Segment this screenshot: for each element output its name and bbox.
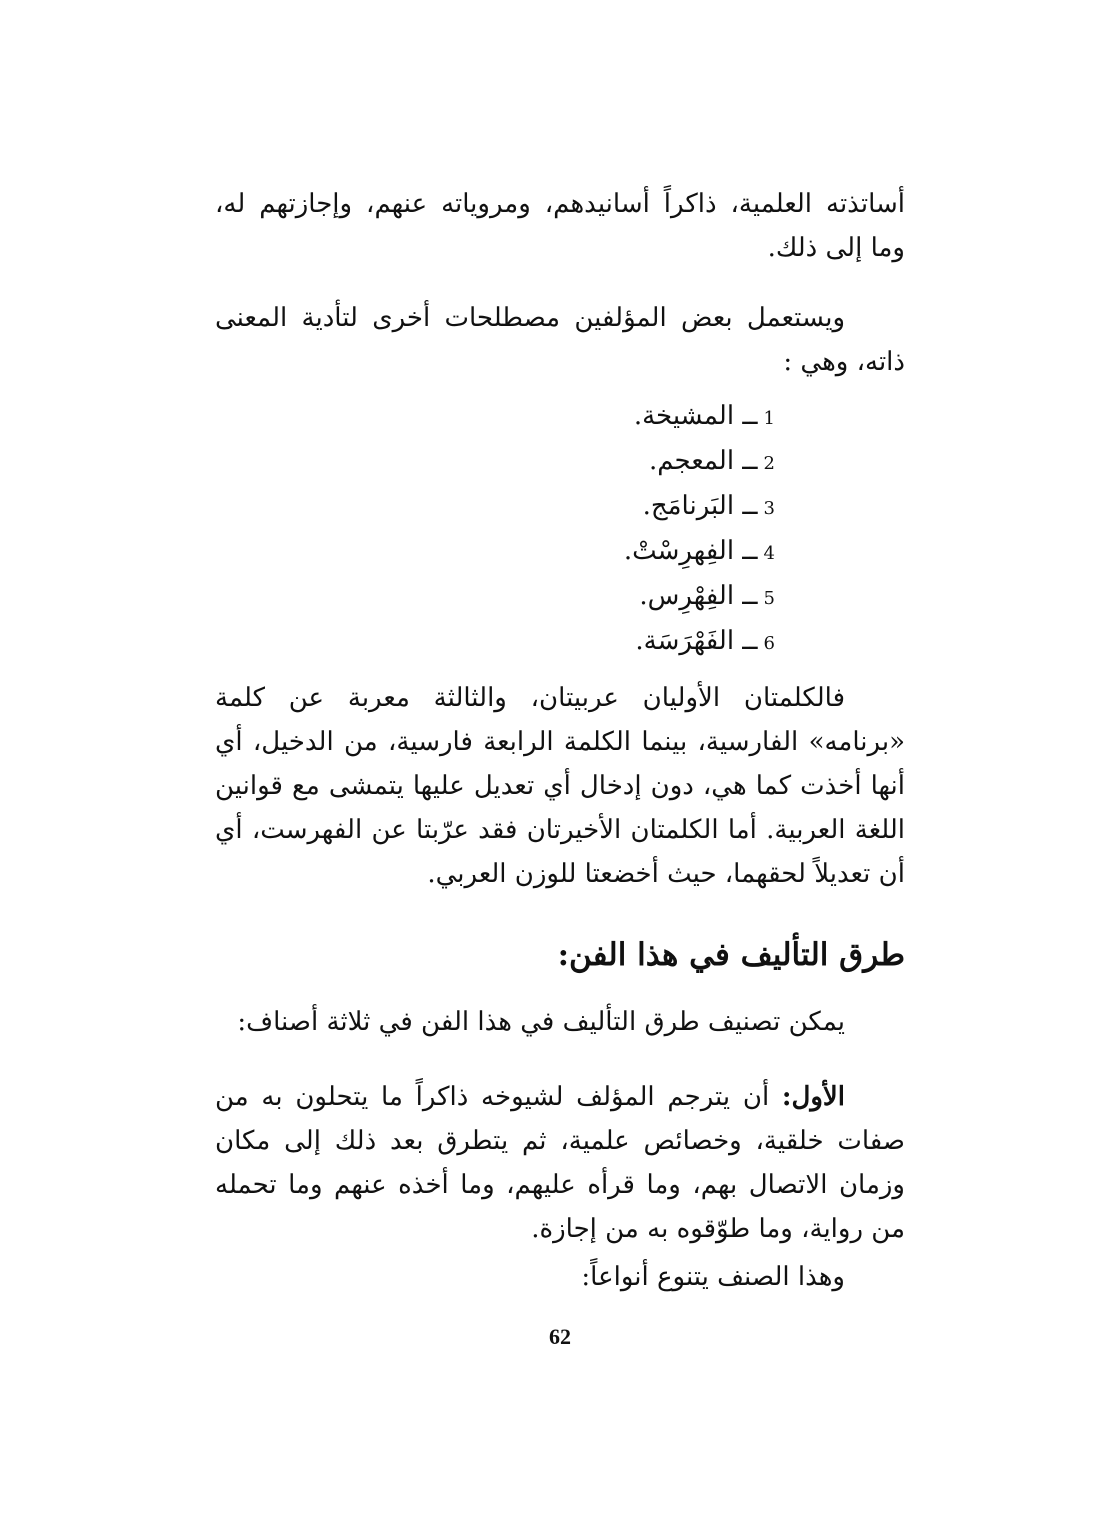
term-label: ــ الفِهْرِس. [639, 581, 758, 611]
term-item [555, 485, 775, 530]
term-item [555, 575, 775, 620]
term-number: 6 [763, 633, 775, 654]
term-label: ــ الفِهرِسْتْ. [623, 536, 758, 566]
term-item [555, 440, 775, 485]
term-number: 5 [763, 588, 775, 609]
term-item [555, 395, 775, 440]
paragraph-first-type-text [215, 1075, 905, 1251]
paragraph-explanation [215, 676, 905, 896]
paragraph-intro [215, 182, 905, 270]
term-list [555, 395, 775, 665]
term-label: ــ المشيخة. [633, 401, 758, 431]
paragraph-first-type [215, 1075, 905, 1251]
term-number: 1 [763, 408, 775, 429]
term-item [555, 620, 775, 665]
term-number: 4 [763, 543, 775, 564]
paragraph-terms-intro-text: ويستعمل بعض المؤلفين مصطلحات أخرى لتأدية المعنى ذاته، وهي : [215, 303, 905, 377]
paragraph-kinds-text: وهذا الصنف يتنوع أنواعاً: [581, 1262, 845, 1292]
section-heading: طرق التأليف في هذا الفن: [557, 937, 905, 973]
first-type-body: أن يترجم المؤلف لشيوخه ذاكراً ما يتحلون به من صفات خلقية، وخصائص علمية، ثم يتطرق بعد ذلك إلى مكان وزمان الاتصال بهم، وما قرأه عليهم، وما أخذه عنهم وما تحمله من رواية، وما طوّقوه به من إجازة. [215, 1082, 905, 1244]
term-label: ــ الفَهْرَسَة. [635, 626, 758, 656]
paragraph-explanation-text: فالكلمتان الأوليان عربيتان، والثالثة معربة عن كلمة «برنامه» الفارسية، بينما الكلمة الرابعة فارسية، من الدخيل، أي أنها أخذت كما هي، دون إدخال أي تعديل عليها يتمشى مع قوانين اللغة العربية. أما الكلمتان الأخيرتان فقد عرّبتا عن الفهرست، أي أن تعديلاً لحقهما، حيث أخضعتا للوزن العربي. [215, 683, 905, 889]
paragraph-intro-text: أساتذته العلمية، ذاكراً أسانيدهم، ومروياته عنهم، وإجازتهم له، وما إلى ذلك. [215, 189, 905, 263]
paragraph-classification-text: يمكن تصنيف طرق التأليف في هذا الفن في ثلاثة أصناف: [237, 1007, 845, 1037]
page-number: 62 [549, 1324, 571, 1349]
paragraph-kinds [215, 1255, 905, 1299]
term-number: 2 [763, 453, 775, 474]
term-label: ــ البَرنامَج. [642, 491, 758, 521]
term-label: ــ المعجم. [648, 446, 758, 476]
first-type-lead: الأول: [781, 1082, 845, 1112]
paragraph-terms-intro [215, 296, 905, 384]
paragraph-classification [215, 1000, 905, 1044]
term-number: 3 [763, 498, 775, 519]
term-item [555, 530, 775, 575]
